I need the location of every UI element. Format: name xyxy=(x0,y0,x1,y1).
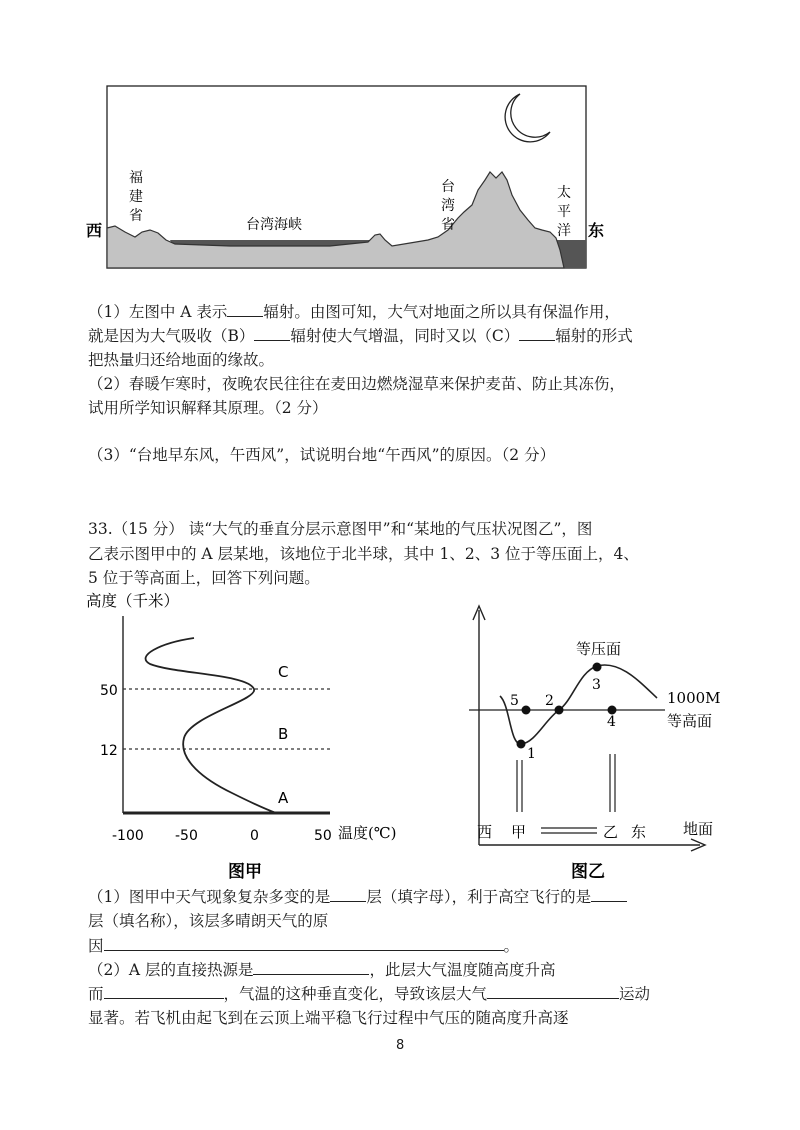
fig-b-west: 西 xyxy=(477,823,493,841)
q33-line3: 5 位于等高面上，回答下列问题。 xyxy=(88,569,320,587)
west-label: 西 xyxy=(86,221,103,240)
q33-2-line3: 显著。若飞机由起飞到在云顶上端平稳飞行过程中气压的随高度升高逐 xyxy=(88,1009,569,1027)
q2-line2: 试用所学知识解释其原理。（2 分） xyxy=(88,399,328,417)
q3-line: （3）“台地早东风，午西风”，试说明台地“午西风”的原因。（2 分） xyxy=(88,446,556,464)
fujian-char-3: 省 xyxy=(129,208,143,224)
fujian-char-2: 建 xyxy=(129,189,143,205)
fig-a-layer-b: B xyxy=(278,725,289,743)
taiwan-char-2: 湾 xyxy=(441,198,455,214)
fig-b-label-2: 2 xyxy=(545,693,554,709)
fig-b-yi: 乙 xyxy=(603,823,619,841)
answer-blank[interactable] xyxy=(330,885,366,902)
fig-a-caption: 图甲 xyxy=(228,862,262,882)
fig-b-label-3: 3 xyxy=(592,677,601,693)
answer-blank[interactable] xyxy=(253,958,369,975)
q33-1-line2: 层（填名称），该层多晴朗天气的原 xyxy=(88,912,329,930)
fujian-char-1: 福 xyxy=(129,170,143,186)
q1-line3: 把热量归还给地面的缘故。 xyxy=(88,351,275,369)
pacific-char-3: 洋 xyxy=(557,223,571,239)
fig-b-point-5 xyxy=(522,706,531,715)
fig-b-isobar-label: 等压面 xyxy=(576,640,622,658)
answer-blank[interactable] xyxy=(254,324,290,341)
fig-b-label-5: 5 xyxy=(510,693,519,709)
q2-line1: （2）春暖乍寒时，夜晚农民往往在麦田边燃烧湿草来保护麦苗、防止其冻伤， xyxy=(88,375,625,393)
taiwan-char-3: 省 xyxy=(441,217,455,233)
q33-line2: 乙表示图甲中的 A 层某地，该地位于北半球，其中 1、2、3 位于等压面上，4、 xyxy=(88,545,639,563)
fig-a-xlabel: 温度(℃) xyxy=(338,824,397,842)
q33-2-line2: 而 ，气温的这种垂直变化，导致该层大气 运动 xyxy=(88,982,650,1007)
fig-b-isoheight-label: 等高面 xyxy=(667,712,713,730)
q1-line1: （1）左图中 A 表示 辐射。由图可知，大气对地面之所以具有保温作用， xyxy=(88,300,620,325)
answer-blank[interactable] xyxy=(104,934,504,951)
answer-blank[interactable] xyxy=(591,885,627,902)
fig-a-ytick-50: 50 xyxy=(100,683,118,699)
pacific-char-1: 太 xyxy=(557,185,571,201)
q33-1-line1: （1）图甲中天气现象复杂多变的是 层（填字母），利于高空飞行的是 xyxy=(88,885,627,910)
fig-b-jia: 甲 xyxy=(511,823,527,841)
fig-b-point-2 xyxy=(555,706,564,715)
q33-line1: 33.（15 分） 读“大气的垂直分层示意图甲”和“某地的气压状况图乙”，图 xyxy=(88,520,593,538)
fig-a-layer-c: C xyxy=(278,663,289,681)
figure-b xyxy=(455,600,735,884)
fig-a-xtick-50: 50 xyxy=(314,828,332,844)
fig-b-altitude-label: 1000M xyxy=(667,689,721,707)
fig-a-ytick-12: 12 xyxy=(100,743,118,759)
fig-b-isobar-curve xyxy=(500,665,657,744)
fig-b-label-1: 1 xyxy=(527,746,536,762)
answer-blank[interactable] xyxy=(519,324,555,341)
strait-label: 台湾海峡 xyxy=(246,217,302,233)
q1-line2: 就是因为大气吸收（B） 辐射使大气增温，同时又以（C） 辐射的形式 xyxy=(88,324,633,349)
fig-b-label-4: 4 xyxy=(607,714,616,730)
fig-b-ground-label: 地面 xyxy=(683,820,714,838)
taiwan-char-1: 台 xyxy=(441,179,455,195)
answer-blank[interactable] xyxy=(487,982,619,999)
pacific-char-2: 平 xyxy=(557,204,571,220)
answer-blank[interactable] xyxy=(227,300,263,317)
fig-a-xtick-0: 0 xyxy=(250,828,259,844)
fig-b-point-3 xyxy=(593,663,602,672)
q33-2-line1: （2）A 层的直接热源是 ，此层大气温度随高度升高 xyxy=(88,958,556,983)
fig-b-point-1 xyxy=(517,740,526,749)
q33-1-line3: 因 。 xyxy=(88,934,519,959)
page-number: 8 xyxy=(396,1038,405,1053)
terrain-profile-figure xyxy=(80,80,620,295)
east-label: 东 xyxy=(588,221,605,240)
fig-b-east: 东 xyxy=(631,823,647,841)
fig-a-xtick-neg50: -50 xyxy=(175,828,198,844)
answer-blank[interactable] xyxy=(104,982,224,999)
fig-a-ylabel: 高度（千米） xyxy=(86,592,180,610)
fig-a-temperature-curve xyxy=(146,638,276,813)
fig-a-xtick-neg100: -100 xyxy=(112,828,144,844)
fig-b-caption: 图乙 xyxy=(571,862,605,882)
fig-a-layer-a: A xyxy=(278,789,289,807)
figure-a xyxy=(80,588,420,883)
